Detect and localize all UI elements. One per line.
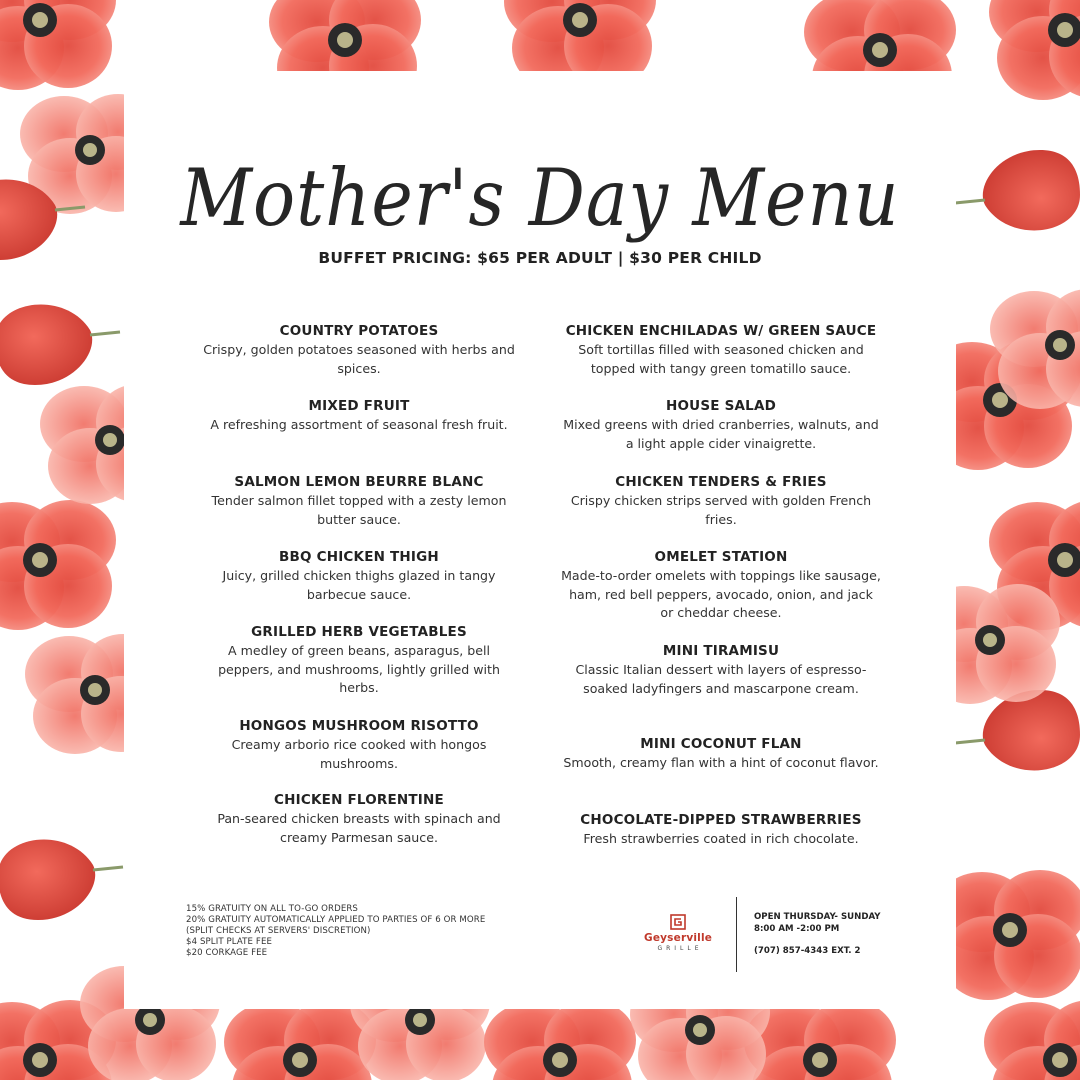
- menu-item: [561, 811, 881, 849]
- item-description: Mixed greens with dried cranberries, walnuts, and a light apple cider vinaigrette.: [563, 417, 879, 451]
- item-description: Crispy chicken strips served with golden French fries.: [570, 493, 872, 527]
- note-line: $20 CORKAGE FEE: [186, 948, 268, 958]
- item-description: Pan-seared chicken breasts with spinach and creamy Parmesan sauce.: [217, 811, 501, 845]
- item-name: OMELET STATION: [654, 549, 788, 565]
- menu-item: [199, 473, 519, 529]
- item-name: CHICKEN ENCHILADAS W/ GREEN SAUCE: [565, 323, 877, 339]
- item-name: MINI COCONUT FLAN: [640, 736, 802, 752]
- item-name: MIXED FRUIT: [308, 398, 410, 414]
- menu-item: [561, 397, 881, 453]
- item-description: Tender salmon fillet topped with a zesty lemon butter sauce.: [211, 493, 507, 527]
- item-description: A refreshing assortment of seasonal fresh fruit.: [210, 417, 508, 432]
- note-line: 20% GRATUITY AUTOMATICALLY APPLIED TO PARTIES OF 6 OR MORE: [186, 915, 486, 925]
- menu-item: [561, 473, 881, 529]
- item-name: CHICKEN FLORENTINE: [274, 792, 444, 808]
- menu-item: [561, 642, 881, 698]
- menu-item: [199, 623, 519, 698]
- item-description: Juicy, grilled chicken thighs glazed in tangy barbecue sauce.: [222, 568, 496, 602]
- item-name: BBQ CHICKEN THIGH: [279, 549, 439, 565]
- menu-title: Mother's Day Menu: [180, 152, 900, 244]
- open-hours: 8:00 AM -2:00 PM: [754, 924, 840, 934]
- item-description: Soft tortillas filled with seasoned chicken and topped with tangy green tomatillo sauce.: [578, 342, 864, 376]
- open-days: OPEN THURSDAY- SUNDAY: [754, 912, 881, 922]
- item-name: GRILLED HERB VEGETABLES: [251, 624, 467, 640]
- item-description: Creamy arborio rice cooked with hongos mushrooms.: [231, 737, 487, 771]
- item-description: Crispy, golden potatoes seasoned with herbs and spices.: [203, 342, 515, 376]
- note-line: 15% GRATUITY ON ALL TO-GO ORDERS: [186, 904, 358, 914]
- logo-mark-icon: [670, 914, 686, 930]
- menu-item: [561, 735, 881, 773]
- item-description: A medley of green beans, asparagus, bell peppers, and mushrooms, lightly grilled with herbs.: [218, 643, 500, 695]
- menu-card: [124, 71, 956, 1009]
- item-description: Smooth, creamy flan with a hint of coconut flavor.: [563, 755, 879, 770]
- menu-item: [561, 322, 881, 378]
- item-name: COUNTRY POTATOES: [279, 323, 439, 339]
- menu-item: [199, 397, 519, 435]
- menu-item: [199, 548, 519, 604]
- item-description: Fresh strawberries coated in rich chocolate.: [583, 831, 859, 846]
- item-description: Classic Italian dessert with layers of espresso-soaked ladyfingers and mascarpone cream.: [575, 662, 867, 696]
- logo-subtitle: GRILLE: [657, 945, 703, 952]
- item-name: CHOCOLATE-DIPPED STRAWBERRIES: [580, 812, 862, 828]
- policy-notes: [186, 904, 546, 959]
- menu-item: [199, 791, 519, 847]
- menu-item: [199, 322, 519, 378]
- note-line: $4 SPLIT PLATE FEE: [186, 937, 272, 947]
- hours-contact: [754, 911, 944, 957]
- item-name: MINI TIRAMISU: [662, 643, 780, 659]
- item-name: CHICKEN TENDERS & FRIES: [615, 474, 827, 490]
- buffet-pricing: BUFFET PRICING: $65 PER ADULT | $30 PER CHILD: [318, 249, 762, 267]
- restaurant-logo: [644, 914, 712, 952]
- footer-divider: [736, 897, 737, 972]
- item-name: HOUSE SALAD: [665, 398, 776, 414]
- item-name: SALMON LEMON BEURRE BLANC: [234, 474, 484, 490]
- item-description: Made-to-order omelets with toppings like sausage, ham, red bell peppers, avocado, onion, and jack or cheddar cheese.: [561, 568, 881, 620]
- phone-number: (707) 857-4343 EXT. 2: [754, 946, 861, 956]
- item-name: HONGOS MUSHROOM RISOTTO: [239, 718, 479, 734]
- menu-item: [199, 717, 519, 773]
- logo-name: Geyserville: [644, 932, 713, 944]
- menu-item: [561, 548, 881, 623]
- note-line: (SPLIT CHECKS AT SERVERS' DISCRETION): [186, 926, 371, 936]
